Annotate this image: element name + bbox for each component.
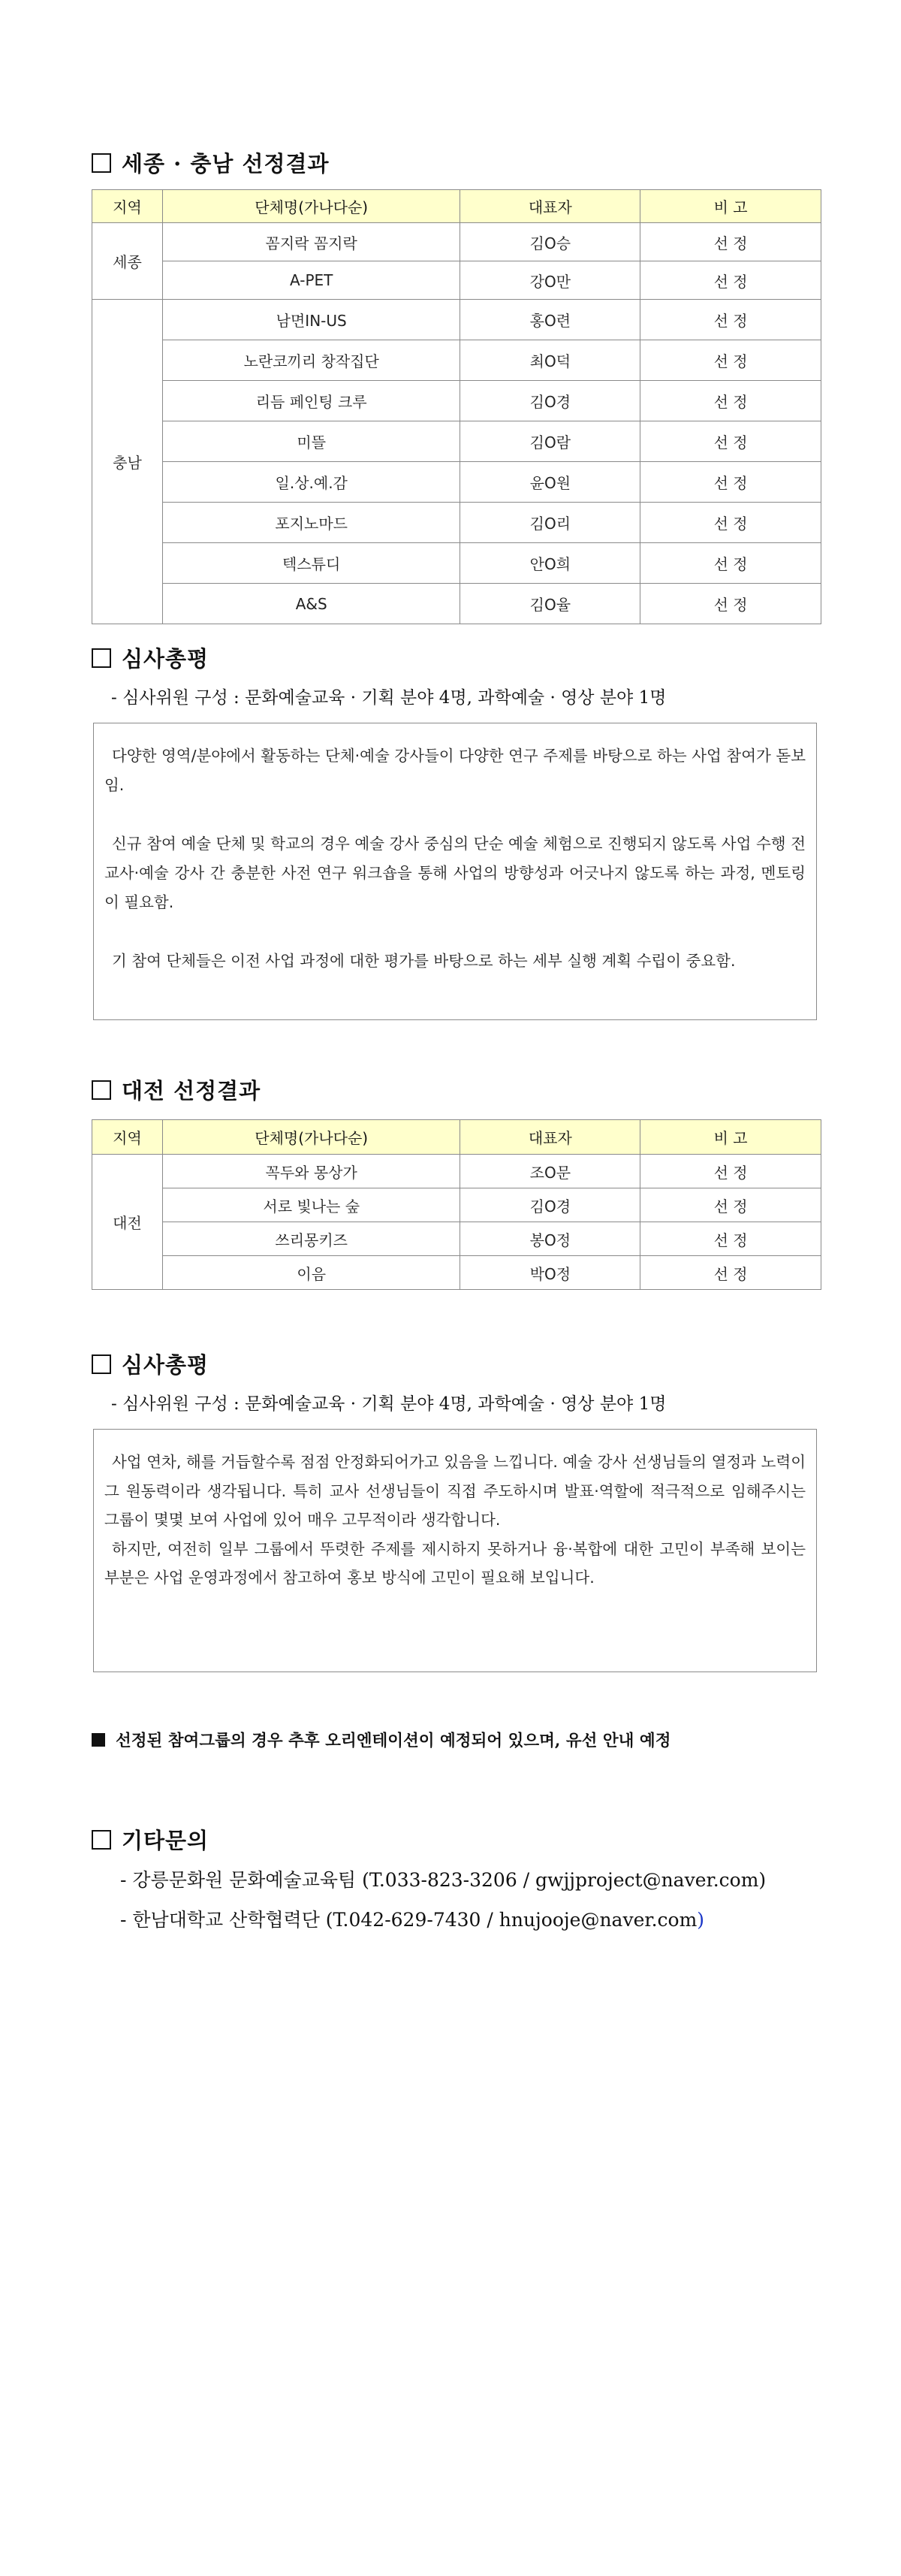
checkbox-square-icon	[92, 648, 111, 668]
note-cell: 선 정	[640, 462, 821, 503]
group-name-cell: 쓰리몽키즈	[162, 1222, 460, 1256]
table-row	[92, 261, 821, 300]
col-header-note: 비 고	[640, 1120, 821, 1155]
note-cell: 선 정	[640, 1188, 821, 1222]
checkbox-square-icon	[92, 1354, 111, 1374]
representative-cell: 봉O정	[460, 1222, 640, 1256]
note-cell: 선 정	[640, 261, 821, 300]
results-table-sejong-chungnam	[92, 189, 821, 624]
judge-panel-note-2: - 심사위원 구성 : 문화예술교육 · 기획 분야 4명, 과학예술 · 영상 분야 1명	[111, 1394, 667, 1414]
table-row	[92, 1155, 821, 1188]
table-row	[92, 421, 821, 462]
table-header-row	[92, 190, 821, 223]
note-cell: 선 정	[640, 340, 821, 381]
representative-cell: 김O리	[460, 503, 640, 543]
orientation-notice: 선정된 참여그룹의 경우 추후 오리엔테이션이 예정되어 있으며, 유선 안내 예정	[92, 1728, 670, 1751]
representative-cell: 강O만	[460, 261, 640, 300]
region-cell: 세종	[92, 223, 163, 300]
group-name-cell: 서로 빛나는 숲	[162, 1188, 460, 1222]
representative-cell: 안O희	[460, 543, 640, 584]
note-cell: 선 정	[640, 584, 821, 624]
note-cell: 선 정	[640, 223, 821, 261]
representative-cell: 박O정	[460, 1256, 640, 1290]
section-heading-daejeon: 대전 선정결과	[92, 1074, 261, 1105]
filled-square-icon	[92, 1733, 105, 1747]
review-paragraph: 다양한 영역/분야에서 활동하는 단체·예술 강사들이 다양한 연구 주제를 바탕으로 하는 사업 참여가 돋보임.	[104, 747, 806, 794]
col-header-region: 지역	[92, 1120, 163, 1155]
region-cell: 대전	[92, 1155, 163, 1290]
region-cell: 충남	[92, 300, 163, 624]
contact-line-gangneung: - 강릉문화원 문화예술교육팀 (T.033-823-3206 / gwjjproject@naver.com)	[120, 1869, 767, 1891]
section-heading-review-2: 심사총평	[92, 1348, 209, 1379]
table-row	[92, 1222, 821, 1256]
results-table-daejeon	[92, 1119, 821, 1290]
representative-cell: 홍O련	[460, 300, 640, 340]
group-name-cell: 미뜰	[162, 421, 460, 462]
col-header-note: 비 고	[640, 190, 821, 223]
group-name-cell: 텍스튜디	[162, 543, 460, 584]
representative-cell: 윤O원	[460, 462, 640, 503]
group-name-cell: 남면IN-US	[162, 300, 460, 340]
section-heading-review-1: 심사총평	[92, 642, 209, 673]
representative-cell: 김O율	[460, 584, 640, 624]
table-row	[92, 1256, 821, 1290]
col-header-representative: 대표자	[460, 1120, 640, 1155]
checkbox-square-icon	[92, 1080, 111, 1100]
table-row	[92, 462, 821, 503]
group-name-cell: 리듬 페인팅 크루	[162, 381, 460, 421]
note-cell: 선 정	[640, 421, 821, 462]
group-name-cell: 포지노마드	[162, 503, 460, 543]
table-row	[92, 300, 821, 340]
col-header-representative: 대표자	[460, 190, 640, 223]
representative-cell: 김O경	[460, 381, 640, 421]
representative-cell: 조O문	[460, 1155, 640, 1188]
note-cell: 선 정	[640, 543, 821, 584]
review-comment-box-2	[93, 1429, 817, 1672]
judge-panel-note-1: - 심사위원 구성 : 문화예술교육 · 기획 분야 4명, 과학예술 · 영상 분야 1명	[111, 688, 667, 708]
contact-line-hannam: - 한남대학교 산학협력단 (T.042-629-7430 / hnujooje@naver.com)	[120, 1909, 705, 1931]
note-cell: 선 정	[640, 503, 821, 543]
review-paragraph: 신규 참여 예술 단체 및 학교의 경우 예술 강사 중심의 단순 예술 체험으로 진행되지 않도록 사업 수행 전 교사·예술 강사 간 충분한 사전 연구 워크숍을 통해 사업의 방향성과 어긋나지 않도록 하는 과정, 멘토링이 필요함.	[104, 835, 806, 911]
group-name-cell: 꼭두와 몽상가	[162, 1155, 460, 1188]
col-header-group-name: 단체명(가나다순)	[162, 190, 460, 223]
note-cell: 선 정	[640, 1222, 821, 1256]
representative-cell: 김O승	[460, 223, 640, 261]
review-paragraph: 하지만, 여전히 일부 그룹에서 뚜렷한 주제를 제시하지 못하거나 융·복합에 대한 고민이 부족해 보이는 부분은 사업 운영과정에서 참고하여 홍보 방식에 고민이 필요해 보입니다.	[104, 1539, 806, 1587]
checkbox-square-icon	[92, 1830, 111, 1850]
note-cell: 선 정	[640, 1155, 821, 1188]
table-header-row	[92, 1120, 821, 1155]
col-header-group-name: 단체명(가나다순)	[162, 1120, 460, 1155]
group-name-cell: 노란코끼리 창작집단	[162, 340, 460, 381]
group-name-cell: A-PET	[162, 261, 460, 300]
group-name-cell: 꼼지락 꼼지락	[162, 223, 460, 261]
table-row	[92, 1188, 821, 1222]
group-name-cell: 이음	[162, 1256, 460, 1290]
review-paragraph: 사업 연차, 해를 거듭할수록 점점 안정화되어가고 있음을 느낍니다. 예술 강사 선생님들의 열정과 노력이 그 원동력이라 생각됩니다. 특히 교사 선생님들이 직접 주도하시며 발표·역할에 적극적으로 임해주시는 그룹이 몇몇 보여 사업에 있어 매우 고무적이라 생각합니다.	[104, 1453, 806, 1529]
table-row	[92, 340, 821, 381]
table-row	[92, 381, 821, 421]
table-row	[92, 543, 821, 584]
col-header-region: 지역	[92, 190, 163, 223]
representative-cell: 김O경	[460, 1188, 640, 1222]
note-cell: 선 정	[640, 1256, 821, 1290]
table-row	[92, 503, 821, 543]
group-name-cell: A&S	[162, 584, 460, 624]
note-cell: 선 정	[640, 381, 821, 421]
representative-cell: 최O덕	[460, 340, 640, 381]
checkbox-square-icon	[92, 153, 111, 173]
table-row	[92, 223, 821, 261]
representative-cell: 김O람	[460, 421, 640, 462]
section-heading-contact: 기타문의	[92, 1824, 209, 1855]
table-row	[92, 584, 821, 624]
note-cell: 선 정	[640, 300, 821, 340]
group-name-cell: 일.상.예.감	[162, 462, 460, 503]
section-heading-sejong-chungnam: 세종 · 충남 선정결과	[92, 147, 330, 178]
review-comment-box-1	[93, 723, 817, 1020]
review-paragraph: 기 참여 단체들은 이전 사업 과정에 대한 평가를 바탕으로 하는 세부 실행 계획 수립이 중요함.	[112, 952, 736, 970]
